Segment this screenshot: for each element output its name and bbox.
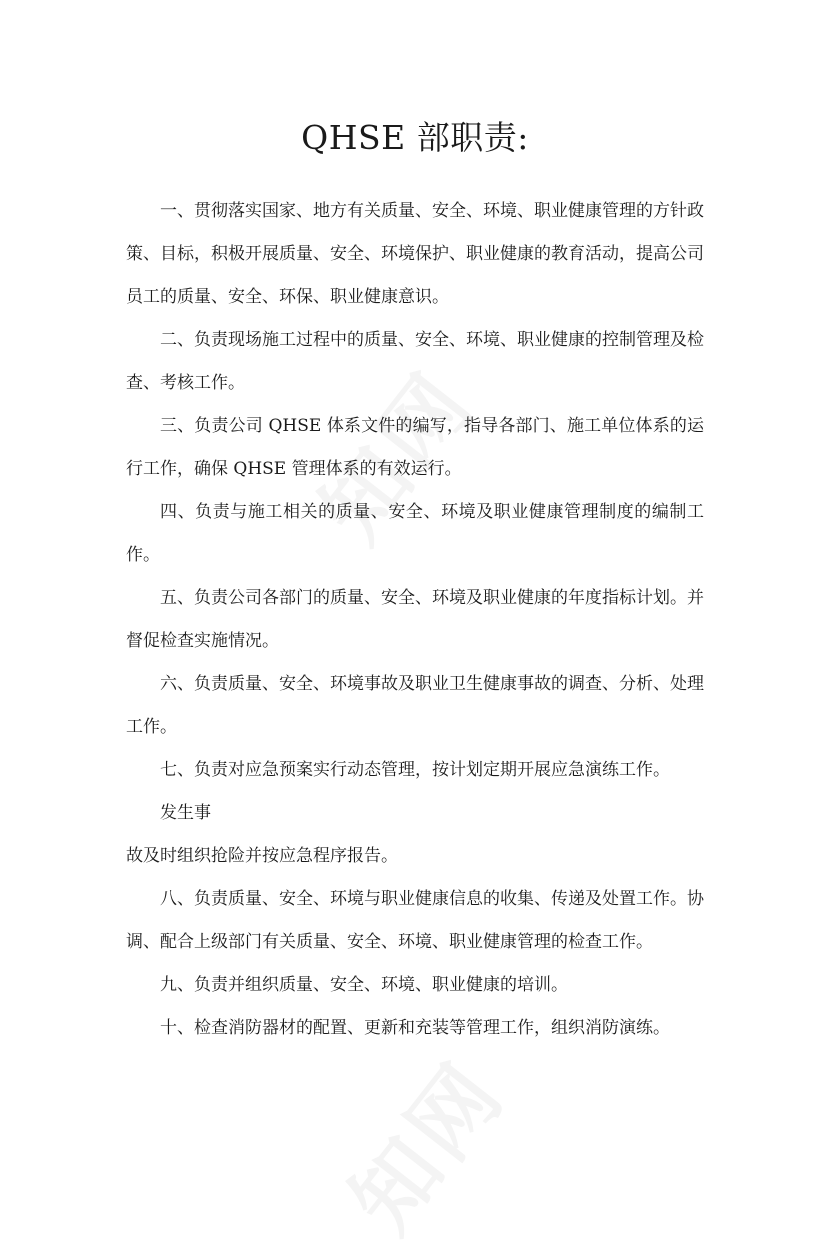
paragraph: 九、负责并组织质量、安全、环境、职业健康的培训。 [160,975,568,995]
paragraph: 十、检查消防器材的配置、更新和充装等管理工作，组织消防演练。 [160,1018,670,1038]
paragraph: 四、负责与施工相关的质量、安全、环境及职业健康管理制度的编制工作。 [126,502,704,565]
paragraph: 一、贯彻落实国家、地方有关质量、安全、环境、职业健康管理的方针政策、目标，积极开展质量、安全、环境保护、职业健康的教育活动，提高公司员工的质量、安全、环保、职业健康意识。 [126,201,704,307]
paragraph: 八、负责质量、安全、环境与职业健康信息的收集、传递及处置工作。协调、配合上级部门有关质量、安全、环境、职业健康管理的检查工作。 [126,889,704,952]
paragraph: 发生事 [160,803,211,823]
paragraph: 五、负责公司各部门的质量、安全、环境及职业健康的年度指标计划。并督促检查实施情况。 [126,588,704,651]
watermark-logo [317,1031,528,1252]
paragraph: 七、负责对应急预案实行动态管理，按计划定期开展应急演练工作。 [160,760,670,780]
paragraph: 故及时组织抢险并按应急程序报告。 [126,846,398,866]
page-title: QHSE 部职责: [301,118,529,157]
document-body [126,190,704,1050]
paragraph: 二、负责现场施工过程中的质量、安全、环境、职业健康的控制管理及检查、考核工作。 [126,330,704,393]
paragraph: 三、负责公司 QHSE 体系文件的编写，指导各部门、施工单位体系的运行工作，确保 QHSE 管理体系的有效运行。 [126,416,704,479]
paragraph: 六、负责质量、安全、环境事故及职业卫生健康事故的调查、分析、处理工作。 [126,674,704,737]
